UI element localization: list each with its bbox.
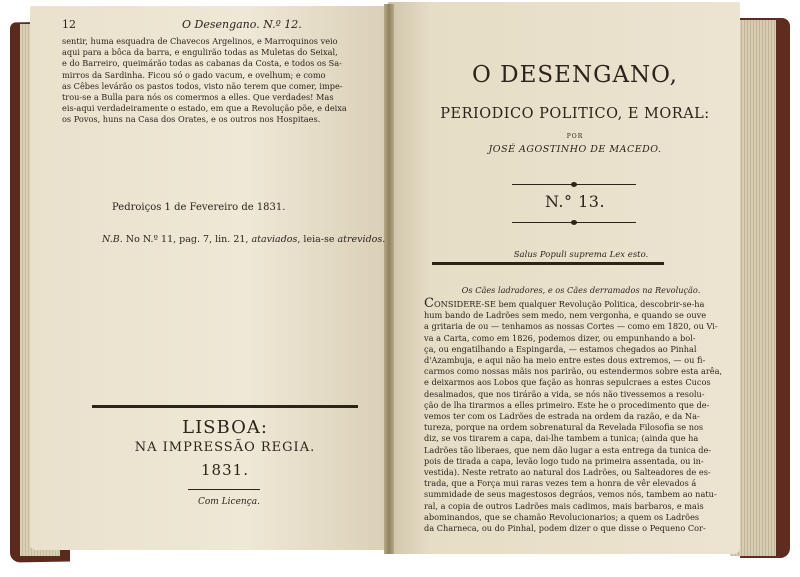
nb-middle: , leia-se [297,234,338,245]
imprint-press: NA IMPRESSÃO REGIA. [134,440,316,455]
right-body-text [424,298,728,534]
text-line: mirros da Sardinha. Ficou só o gado vacum, e ovelhum; e como [62,69,326,80]
first-line-rest: ONSIDERE-SE bem qualquer Revolução Politica, descobrir-se-ha [433,299,705,309]
running-title: O Desengano. N.º 12. [182,18,302,31]
article-heading: Os Cães ladradores, e os Cães derramados na Revolução. [461,285,701,295]
place-date: Pedroiços 1 de Fevereiro de 1831. [112,202,286,213]
text-line: aqui para a bôca da barra, e engulirão todas as Muletas do Seixal, [62,47,338,58]
imprint-small-rule [188,489,260,490]
drop-cap: C [424,296,434,311]
text-line: ça, ou engatilhando a Espingarda, — estamos chegados ao Pinhal [424,343,697,354]
text-line: trada, que a Força mui raras vezes tem a honra de vêr elevados á [424,478,697,489]
text-line: va a Carta, como em 1826, podemos dizer, ou empunhando a bol- [424,332,696,343]
nb-wrong-word: ataviados [251,234,298,245]
nb-correct-word: atrevidos. [337,234,386,245]
text-line: hum bando de Ladrões sem medo, nem vergonha, e quando se ouve [424,310,707,321]
book-gutter [384,4,394,554]
text-line: summidade de seus magestosos degráos, vemos nós, tambem ao natu- [424,489,717,500]
nb-prefix: N.B. [102,234,123,245]
text-line: trou-se a Bulla para nós os comermos a elles. Que verdades! Mas [62,92,334,103]
text-line: carmos como nossas mãis nos parirão, ou estendermos sobre esta arêa, [424,366,723,377]
text-line: sentir, huma esquadra de Chavecos Argelinos, e Marroquinos veio [62,36,338,46]
ornament-rule-bottom [512,222,636,223]
text-line: as Cêbes levárão os pastos todos, visto não terem que comer, impe- [62,80,343,91]
nb-text: No N.º 11, pag. 7, lin. 21, [125,234,252,245]
text-line: os Povos, huns na Casa dos Orates, e os outros nos Hospitaes. [62,114,321,125]
periodical-title: O DESENGANO, [472,62,678,88]
author-name: JOSÉ AGOSTINHO DE MACEDO. [488,144,662,155]
text-line: vestida). Neste retrato ao natural dos Ladrões, ou Salteadores de es- [424,467,711,478]
text-line: desalmados, que nos tirárão a vida, se nós não tivessemos a resolu- [424,388,705,399]
left-body-text [62,36,366,126]
text-line: pois de tirada a capa, levão logo tudo na primeira assentada, ou in- [424,455,704,466]
periodical-subtitle: PERIODICO POLITICO, E MORAL: [440,106,710,122]
imprint-year: 1831. [201,461,249,479]
text-line: da Charneca, ou do Pinhal, podem dizer o que disse o Pequeno Cor- [424,523,706,534]
imprint-rule [92,405,358,408]
text-line: ral, a copia de outros Ladrões mais cadimos, mais barbaros, e mais [424,500,704,511]
text-line: vemos ter com os Ladrões de estrada na ordem da razão, e da Na- [424,411,700,422]
by-label: POR [566,133,584,140]
ornament-rule-top [512,184,636,185]
section-rule [432,262,664,265]
text-line: a gritaria de ou — tenhamos as nossas Cortes — como em 1820, ou Vi- [424,321,718,332]
text-line: e deixarmos aos Lobos que fação as honras sepulcraes a estes Cucos [424,377,711,388]
text-line: ção de lha tirarmos a elles primeiro. Este he o procedimento que de- [424,399,710,410]
issue-number: N.° 13. [544,192,606,211]
text-line: eis-aqui verdadeiramente o estado, em que a Revolução põe, e deixa [62,103,347,114]
page-number: 12 [62,18,76,31]
text-line: e do Barreiro, queimárão todas as cabanas da Costa, e todos os Sa- [62,58,342,69]
errata-note [102,234,385,245]
text-line: tureza, porque na ordem sobrenatural da Revelada Filosofia se nos [424,422,704,433]
text-line: Ladrões tão liberaes, que nem dão lugar a esta entrega da tunica de- [424,444,712,455]
text-line: abominandos, que se chamão Revolucionarios; a quem os Ladrões [424,511,700,522]
text-line: diz, se vos tirarem a capa, dai-lhe tambem a tunica; (ainda que ha [424,433,699,444]
motto: Salus Populi suprema Lex esto. [513,250,649,260]
imprint-city: LISBOA: [182,417,268,438]
imprint-license: Com Licença. [198,497,260,507]
text-line: d'Azambuja, e aqui não ha meio entre estes dous extremos, — ou fi- [424,355,706,366]
text-line [424,298,728,310]
